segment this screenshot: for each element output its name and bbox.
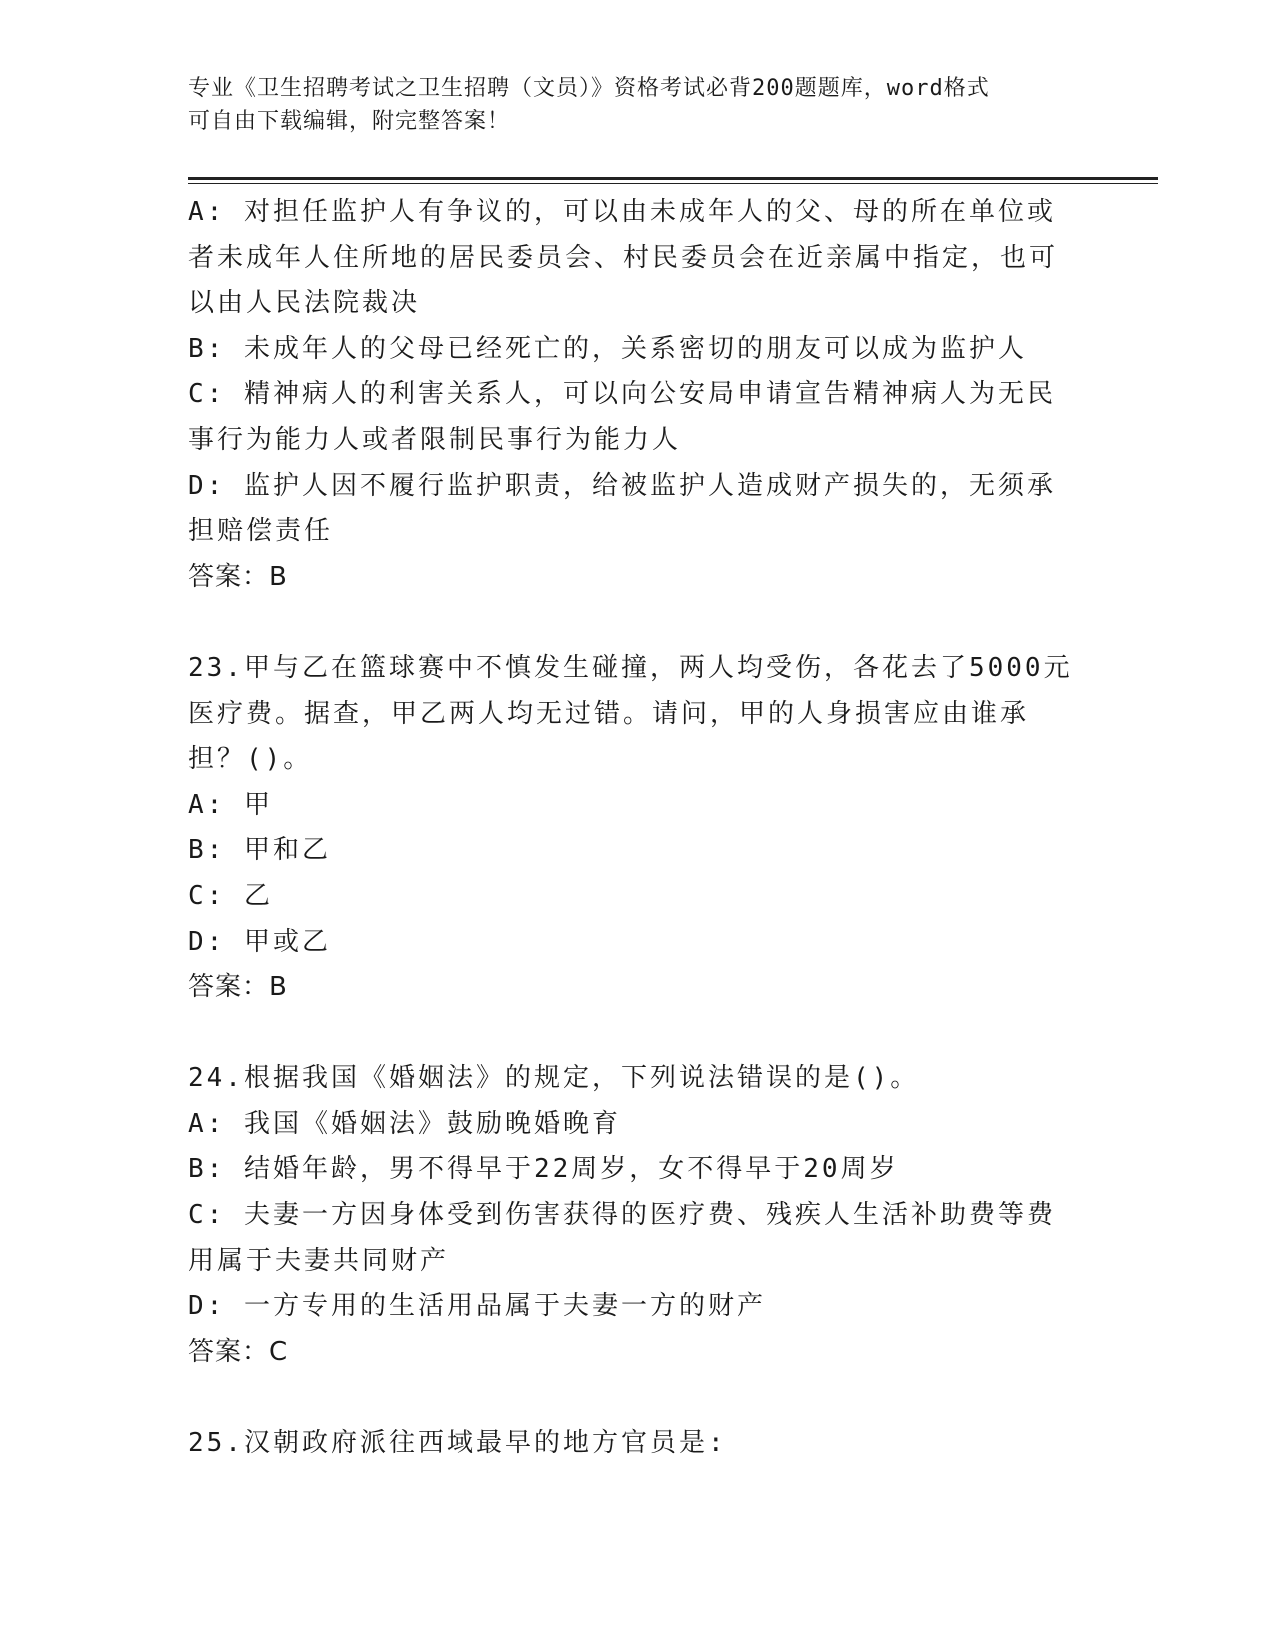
- question-spacer: [188, 600, 1078, 646]
- question-25: [188, 1421, 1078, 1467]
- question-23: [188, 646, 1078, 1011]
- question-spacer: [188, 1011, 1078, 1057]
- q24-option-d: D: 一方专用的生活用品属于夫妻一方的财产: [188, 1291, 766, 1322]
- q22-option-a: A: 对担任监护人有争议的，可以由未成年人的父、母的所在单位或者未成年人住所地的居民委员会、村民委员会在近亲属中指定，也可以由人民法院裁决: [188, 197, 1059, 319]
- q22-option-b: B: 未成年人的父母已经死亡的，关系密切的朋友可以成为监护人: [188, 333, 1027, 364]
- header-divider-thick: [188, 177, 1158, 180]
- question-list: [188, 190, 1078, 1467]
- q24-answer: 答案：C: [188, 1336, 289, 1367]
- q23-answer: 答案：B: [188, 972, 288, 1003]
- q24-option-b: B: 结婚年龄，男不得早于22周岁，女不得早于20周岁: [188, 1154, 899, 1185]
- q23-option-a: A: 甲: [188, 789, 273, 820]
- q22-option-c: C: 精神病人的利害关系人，可以向公安局申请宣告精神病人为无民事行为能力人或者限制民事行为能力人: [188, 379, 1056, 455]
- q25-question: 25.汉朝政府派往西域最早的地方官员是:: [188, 1428, 727, 1459]
- q23-question: 23.甲与乙在篮球赛中不慎发生碰撞，两人均受伤，各花去了5000元医疗费。据查，甲乙两人均无过错。请问，甲的人身损害应由谁承担？()。: [188, 652, 1073, 775]
- document-header: [188, 72, 1068, 138]
- header-divider-thin: [188, 183, 1158, 184]
- question-spacer: [188, 1375, 1078, 1421]
- q22-answer: 答案：B: [188, 561, 288, 592]
- header-line-1: 专业《卫生招聘考试之卫生招聘（文员）》资格考试必背200题题库，word格式: [188, 76, 990, 101]
- question-22: [188, 190, 1078, 600]
- q23-option-b: B: 甲和乙: [188, 835, 331, 866]
- header-line-2: 可自由下载编辑，附完整答案！: [188, 109, 511, 134]
- q23-option-d: D: 甲或乙: [188, 926, 331, 957]
- question-24: [188, 1056, 1078, 1375]
- q23-option-c: C: 乙: [188, 880, 273, 911]
- q24-option-a: A: 我国《婚姻法》鼓励晚婚晚育: [188, 1108, 621, 1139]
- q22-option-d: D: 监护人因不履行监护职责，给被监护人造成财产损失的，无须承担赔偿责任: [188, 470, 1056, 547]
- q24-question: 24.根据我国《婚姻法》的规定，下列说法错误的是()。: [188, 1063, 920, 1094]
- q24-option-c: C: 夫妻一方因身体受到伤害获得的医疗费、残疾人生活补助费等费用属于夫妻共同财产: [188, 1200, 1056, 1276]
